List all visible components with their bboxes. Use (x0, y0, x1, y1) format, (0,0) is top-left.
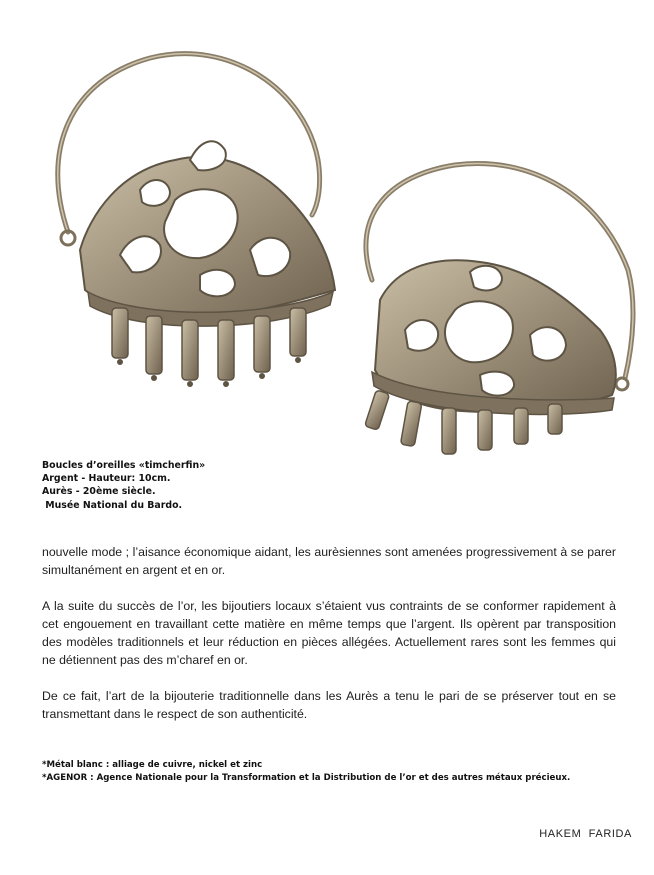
caption-museum: Musée National du Bardo. (42, 499, 183, 511)
right-earring (365, 163, 633, 454)
footnotes (42, 759, 570, 784)
footnote-agenor: *AGENOR : Agence Nationale pour la Transformation et la Distribution de l’or et des autres métaux précieux. (42, 772, 571, 783)
photo-caption (42, 459, 205, 512)
caption-material: Argent - Hauteur: 10cm. (42, 473, 171, 485)
footnote-metal: *Métal blanc : alliage de cuivre, nickel et zinc (42, 760, 263, 770)
paragraph-2: A la suite du succès de l’or, les bijoutiers locaux s’étaient vus contraints de se conformer rapidement à cet engouement en travaillant cette matière en même temps que l’argent. Ils opèrent par transposition des modèles traditionnels et leur réduction en pièces allégées. Actuellement rares sont les femmes qui ne détiennent pas des m’charef en or. (42, 599, 616, 667)
author-name: HAKEM FARIDA (539, 828, 632, 840)
article-body (42, 543, 616, 741)
paragraph-3: De ce fait, l’art de la bijouterie traditionnelle dans les Aurès a tenu le pari de se préserver tout en se transmettant dans le respect de son authenticité. (42, 689, 616, 721)
paragraph-1: nouvelle mode ; l’aisance économique aidant, les aurèsiennes sont amenées progressivement à se parer simultanément en argent et en or. (42, 545, 616, 577)
left-earring (58, 54, 335, 387)
caption-title: Boucles d’oreilles «timcherfin» (42, 460, 206, 471)
caption-origin: Aurès - 20ème siècle. (42, 486, 156, 498)
